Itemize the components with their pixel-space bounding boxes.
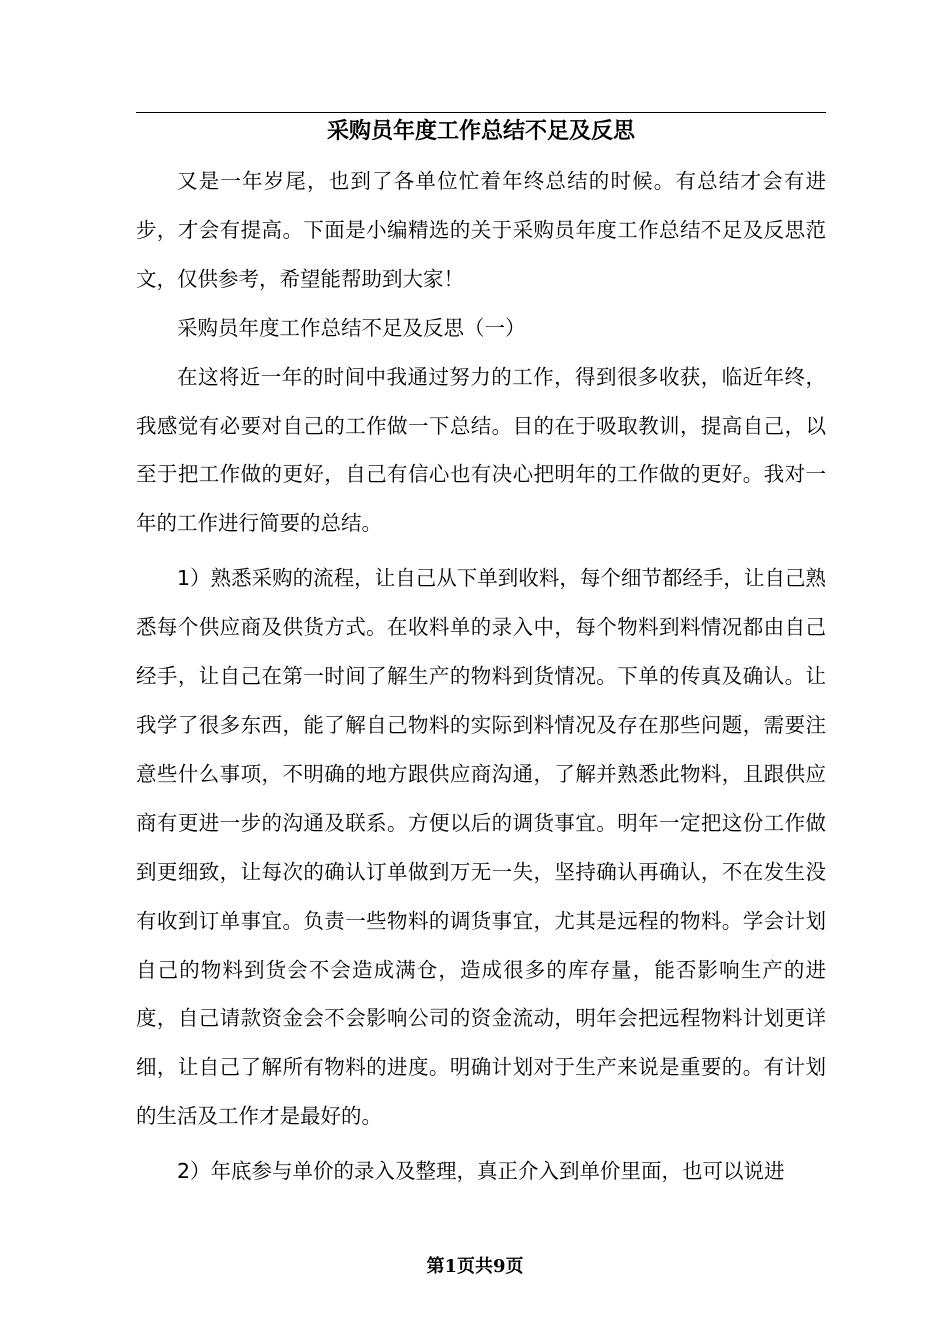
section-heading: 采购员年度工作总结不足及反思（一） (177, 315, 526, 340)
paragraph-overview: 在这将近一年的时间中我通过努力的工作，得到很多收获，临近年终，我感觉有必要对自己的工作做一下总结。目的在于吸取教训，提高自己，以至于把工作做的更好，自己有信心也有决心把明年的工作做的更好。我对一年的工作进行简要的总结。 (136, 364, 826, 536)
document-title: 采购员年度工作总结不足及反思 (326, 119, 635, 144)
paragraph-intro: 又是一年岁尾，也到了各单位忙着年终总结的时候。有总结才会有进步，才会有提高。下面是小编精选的关于采购员年度工作总结不足及反思范文，仅供参考，希望能帮助到大家！ (136, 169, 826, 291)
paragraph-item-1: 1）熟悉采购的流程，让自己从下单到收料，每个细节都经手，让自己熟悉每个供应商及供货方式。在收料单的录入中，每个物料到料情况都由自己经手，让自己在第一时间了解生产的物料到货情况。下单的传真及确认。让我学了很多东西，能了解自己物料的实际到料情况及存在那些问题，需要注意些什么事项，不明确的地方跟供应商沟通，了解并熟悉此物料，且跟供应商有更进一步的沟通及联系。方便以后的调货事宜。明年一定把这份工作做到更细致，让每次的确认订单做到万无一失，坚持确认再确认，不在发生没有收到订单事宜。负责一些物料的调货事宜，尤其是远程的物料。学会计划自己的物料到货会不会造成满仓，造成很多的库存量，能否影响生产的进度，自己请款资金会不会影响公司的资金流动，明年会把远程物料计划更详细，让自己了解所有物料的进度。明确计划对于生产来说是重要的。有计划的生活及工作才是最好的。 (136, 566, 826, 1129)
header-rule (136, 112, 826, 113)
page-number: 第1页共9页 (426, 1256, 524, 1277)
document-body (136, 157, 826, 1196)
paragraph-item-2: 2）年底参与单价的录入及整理，真正介入到单价里面，也可以说进 (177, 1159, 785, 1184)
